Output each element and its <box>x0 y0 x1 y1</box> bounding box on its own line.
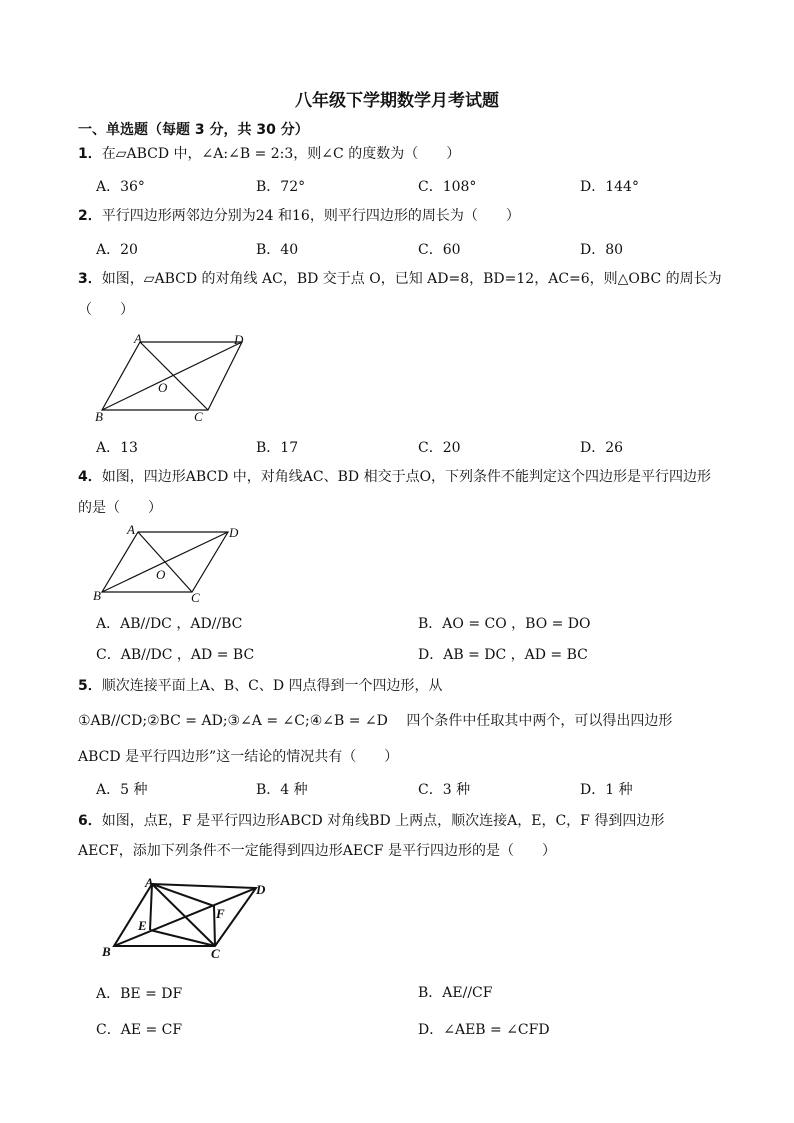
option-b: B．AO = CO ，BO = DO <box>418 616 591 632</box>
question-number: 6． <box>78 813 102 829</box>
diagonal-ac <box>152 884 215 946</box>
vertex-label-d: D <box>234 332 244 347</box>
option-c: C．AB//DC ，AD = BC <box>96 647 255 663</box>
diagonal-ac <box>140 342 208 410</box>
question-text: 在▱ABCD 中，∠A:∠B = 2:3，则∠C 的度数为（ ） <box>101 146 461 162</box>
question-4-line2: 的是（ ） <box>78 500 162 516</box>
vertex-label-c: C <box>211 946 220 961</box>
segment-fc <box>214 906 215 946</box>
option-b: B．17 <box>256 440 299 456</box>
point-label-o: O <box>158 380 168 395</box>
question-text: 如图，▱ABCD 的对角线 AC，BD 交于点 O，已知 AD=8，BD=12，AC=6，则△OBC 的周长为 <box>101 271 722 287</box>
point-label-f: F <box>216 906 225 921</box>
question-1 <box>78 145 460 163</box>
question-text: 如图，点E，F 是平行四边形ABCD 对角线BD 上两点，顺次连接A，E，C，F 得到四边形 <box>101 813 665 829</box>
diagonal-bd <box>102 532 228 592</box>
point-label-e: E <box>138 918 147 933</box>
option-b: B．72° <box>256 179 306 195</box>
vertex-label-a: A <box>134 331 142 346</box>
segment-ec <box>150 930 215 946</box>
vertex-label-b: B <box>93 588 101 603</box>
parallelogram-figure-q4 <box>88 520 253 606</box>
question-number: 1． <box>78 146 102 162</box>
question-5-line3: ABCD 是平行四边形”这一结论的情况共有（ ） <box>78 749 399 765</box>
vertex-label-d: D <box>229 525 239 540</box>
option-d: D．AB = DC ，AD = BC <box>418 647 588 663</box>
vertex-label-b: B <box>95 409 103 424</box>
point-label-o: O <box>156 567 166 582</box>
vertex-label-a: A <box>127 522 135 537</box>
option-a: A．13 <box>96 440 138 456</box>
question-text: 平行四边形两邻边分别为24 和16，则平行四边形的周长为（ ） <box>101 208 520 224</box>
question-text: 如图，四边形ABCD 中，对角线AC、BD 相交于点O，下列条件不能判定这个四边形是平行四边形 <box>101 469 712 485</box>
vertex-label-b: B <box>102 944 111 959</box>
question-3-blank: （ ） <box>78 302 134 318</box>
option-c: C．60 <box>418 242 461 258</box>
option-b: B．40 <box>256 242 299 258</box>
option-a: A．20 <box>96 242 138 258</box>
option-a: A．BE = DF <box>96 986 183 1002</box>
vertex-label-c: C <box>191 590 200 605</box>
option-c: C．AE = CF <box>96 1022 183 1038</box>
question-6-line2: AECF，添加下列条件不一定能得到四边形AECF 是平行四边形的是（ ） <box>78 843 556 859</box>
option-c: C．20 <box>418 440 461 456</box>
question-2 <box>78 207 520 225</box>
diagonal-bd <box>102 342 242 410</box>
question-5 <box>78 677 443 695</box>
option-d: D．80 <box>580 242 624 258</box>
option-a: A．AB//DC ，AD//BC <box>96 616 243 632</box>
vertex-label-a: A <box>145 875 154 890</box>
option-d: D．144° <box>580 179 639 195</box>
question-number: 5． <box>78 678 102 694</box>
option-c: C．108° <box>418 179 477 195</box>
option-c: C．3 种 <box>418 782 471 798</box>
segment-ae <box>150 884 152 930</box>
question-number: 3． <box>78 271 102 287</box>
parallelogram-figure-q6 <box>98 872 278 964</box>
question-number: 4． <box>78 469 102 485</box>
vertex-label-c: C <box>194 409 203 424</box>
exam-title: 八年级下学期数学月考试题 <box>295 91 499 111</box>
segment-af <box>152 884 214 906</box>
option-d: D．1 种 <box>580 782 633 798</box>
question-6 <box>78 812 664 830</box>
option-d: D．∠AEB = ∠CFD <box>418 1022 550 1038</box>
option-b: B．AE//CF <box>418 985 493 1001</box>
vertex-label-d: D <box>256 882 266 897</box>
section-heading: 一、单选题（每题 3 分，共 30 分） <box>78 122 309 138</box>
question-text: 顺次连接平面上A、B、C、D 四点得到一个四边形，从 <box>101 678 443 694</box>
question-5-conditions: ①AB//CD;②BC = AD;③∠A = ∠C;④∠B = ∠D 四个条件中任取其中两个，可以得出四边形 <box>78 713 673 729</box>
question-number: 2． <box>78 208 102 224</box>
question-3 <box>78 270 722 288</box>
option-b: B．4 种 <box>256 782 308 798</box>
option-d: D．26 <box>580 440 624 456</box>
option-a: A．5 种 <box>96 782 148 798</box>
option-a: A．36° <box>96 179 145 195</box>
parallelogram-figure-q3 <box>90 330 260 426</box>
question-4 <box>78 468 711 486</box>
